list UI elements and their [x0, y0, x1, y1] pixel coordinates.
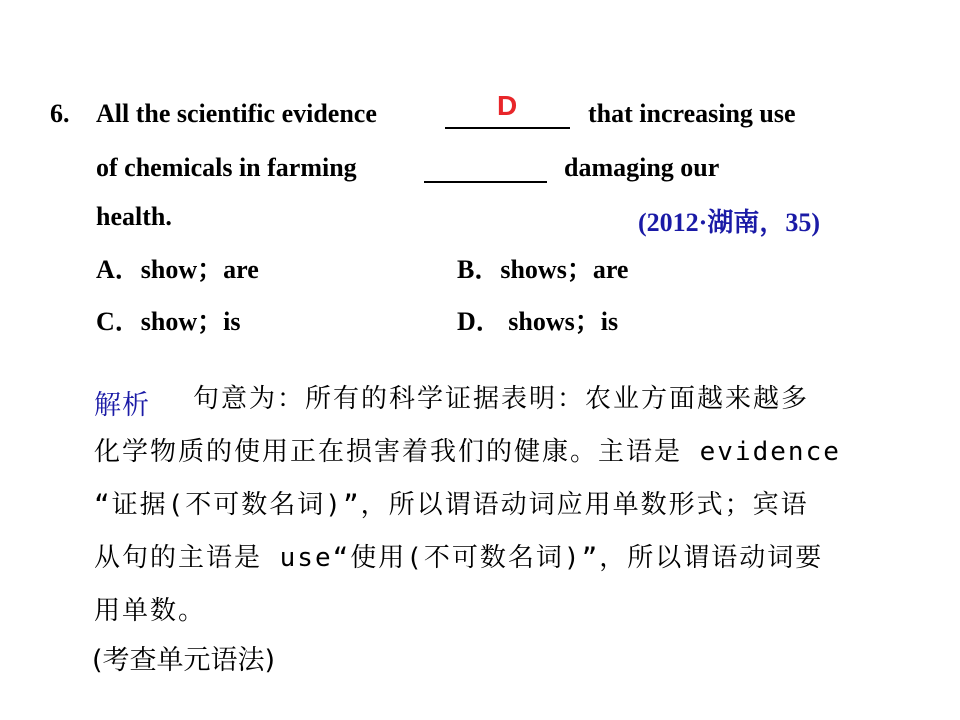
option-c-text: show；is [140, 307, 241, 336]
answer-blank-1 [445, 127, 570, 129]
question-line2-part2: damaging our [564, 153, 720, 182]
option-c [96, 307, 240, 337]
option-d-text: shows；is [501, 307, 619, 336]
option-a-text: show；are [140, 255, 259, 284]
question-source: (2012·湖南，35) [638, 208, 820, 237]
explanation-line5: 用单数。 [94, 596, 207, 626]
option-b-text: shows；are [500, 255, 629, 284]
explanation-line1: 句意为：所有的科学证据表明：农业方面越来越多 [193, 384, 810, 414]
answer-letter: D [497, 90, 518, 121]
explanation-tag: 解析 [94, 390, 150, 421]
question-line1-part1: All the scientific evidence [96, 99, 377, 128]
explanation-line3: “证据(不可数名词)”，所以谓语动词应用单数形式；宾语 [94, 490, 809, 520]
option-b [457, 255, 628, 285]
explanation-line2: 化学物质的使用正在损害着我们的健康。主语是 evidence [94, 437, 841, 467]
question-line3: health. [96, 202, 172, 231]
option-a-letter: A． [96, 255, 141, 284]
option-c-letter: C． [96, 307, 141, 336]
option-d-letter: D． [457, 307, 502, 336]
footer-note: (考查单元语法) [92, 645, 276, 676]
option-b-letter: B． [457, 255, 501, 284]
question-line2-part1: of chemicals in farming [96, 153, 357, 182]
question-line1-part2: that increasing use [588, 99, 796, 128]
explanation-line4: 从句的主语是 use“使用(不可数名词)”，所以谓语动词要 [94, 543, 824, 573]
option-a [96, 255, 259, 285]
answer-blank-2 [424, 181, 547, 183]
option-d [457, 307, 618, 337]
question-number: 6. [50, 99, 70, 128]
